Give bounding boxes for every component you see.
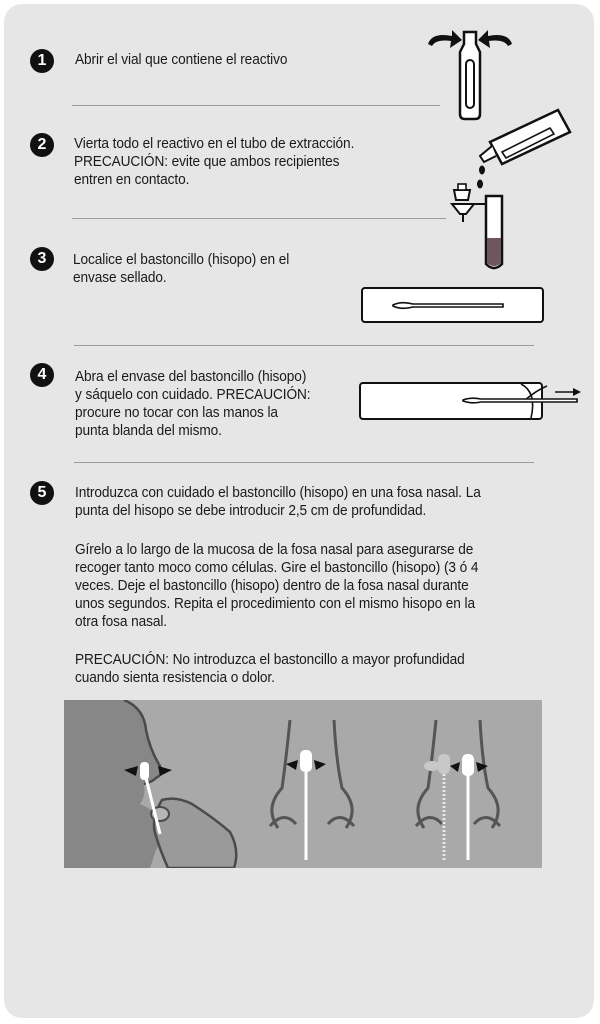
step-5-line: recoger tanto moco como células. Gire el bastoncillo (hisopo) (3 ó 4	[75, 559, 479, 576]
step-5-line: Introduzca con cuidado el bastoncillo (hisopo) en una fosa nasal. La	[75, 484, 481, 501]
divider	[72, 218, 446, 219]
step-3-text	[73, 251, 289, 287]
nasal-swab-insertion-illustration	[64, 700, 542, 868]
step-4-line: procure no tocar con las manos la	[75, 404, 278, 421]
step-2-line: entren en contacto.	[74, 171, 190, 188]
step-5-line: PRECAUCIÓN: No introduzca el bastoncillo a mayor profundidad	[75, 651, 465, 668]
open-swab-package-icon	[359, 380, 585, 424]
step-5-paragraph-1	[75, 484, 481, 520]
step-5-line: punta del hisopo se debe introducir 2,5 cm de profundidad.	[75, 502, 427, 519]
pour-reagent-icon	[440, 104, 580, 274]
step-2-line: PRECAUCIÓN: evite que ambos recipientes	[74, 153, 340, 170]
step-5-line: cuando sienta resistencia o dolor.	[75, 669, 275, 686]
step-3-line: envase sellado.	[73, 269, 167, 286]
step-5-line: otra fosa nasal.	[75, 613, 168, 630]
divider	[74, 462, 534, 463]
step-5-line: unos segundos. Repita el procedimiento con el mismo hisopo en la	[75, 595, 475, 612]
step-5-paragraph-2	[75, 541, 478, 631]
step-4-line: Abra el envase del bastoncillo (hisopo)	[75, 368, 307, 385]
step-2-number: 2	[30, 133, 54, 157]
step-3-number: 3	[30, 247, 54, 271]
divider	[72, 105, 440, 106]
sealed-swab-package-icon	[361, 287, 545, 325]
step-2-line: Vierta todo el reactivo en el tubo de extracción.	[74, 135, 355, 152]
step-1-number: 1	[30, 49, 54, 73]
step-2-text	[74, 135, 354, 189]
step-5-paragraph-3	[75, 651, 465, 687]
step-3-line: Localice el bastoncillo (hisopo) en el	[73, 251, 290, 268]
step-4-line: y sáquelo con cuidado. PRECAUCIÓN:	[75, 386, 311, 403]
step-1-text	[75, 51, 287, 69]
step-1-line: Abrir el vial que contiene el reactivo	[75, 51, 288, 68]
step-4-text	[75, 368, 311, 440]
step-5-line: Gírelo a lo largo de la mucosa de la fosa nasal para asegurarse de	[75, 541, 474, 558]
step-5-number: 5	[30, 481, 54, 505]
step-5-line: veces. Deje el bastoncillo (hisopo) dentro de la fosa nasal durante	[75, 577, 469, 594]
step-4-number: 4	[30, 363, 54, 387]
step-4-line: punta blanda del mismo.	[75, 422, 222, 439]
divider	[74, 345, 534, 346]
